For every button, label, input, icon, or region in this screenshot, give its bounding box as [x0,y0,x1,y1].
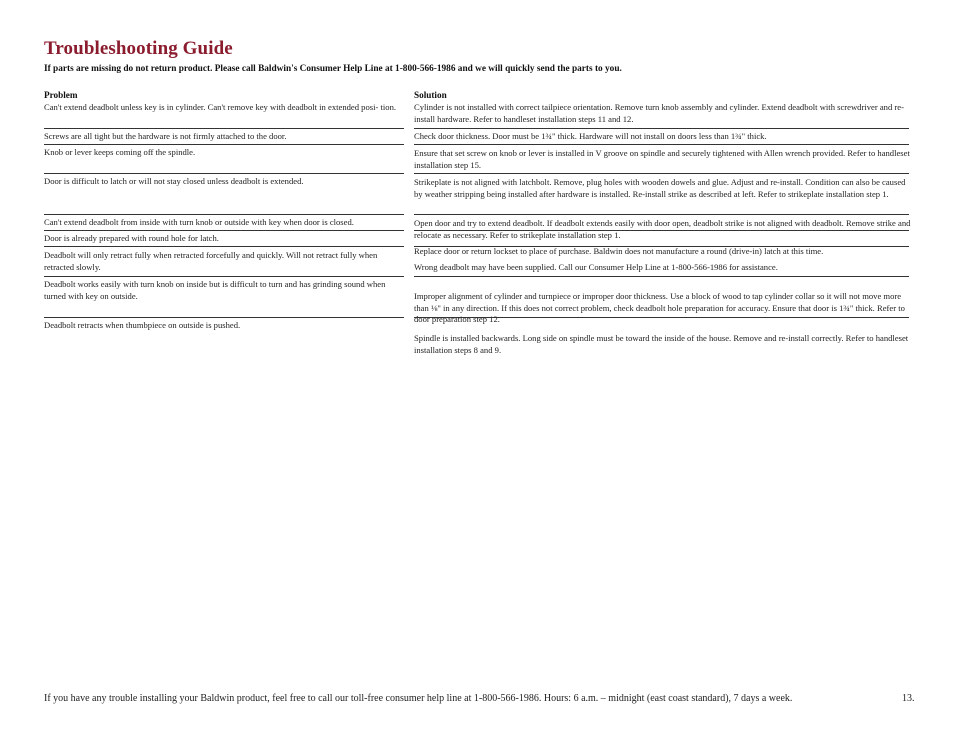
solution-cell: Replace door or return lockset to place of purchase. Baldwin does not manufacture a round (drive-in) latch at this time. [414,246,824,256]
solution-cell: Improper alignment of cylinder and turnpiece or improper door thickness. Use a block of wood to tap cylinder collar so it will not move more than ⅛" in any direction. If this does not correct problem, check deadbolt hole preparation for accuracy. Ensure that door is 1¾" thick. Refer to door preparation step 12. [414,291,905,324]
row-divider [44,128,404,129]
row-divider [44,276,404,277]
row-divider [414,276,909,277]
row-divider [44,144,404,145]
problem-cell: Screws are all tight but the hardware is not firmly attached to the door. [44,131,287,141]
page-title: Troubleshooting Guide [44,38,233,59]
page-number: 13. [902,693,915,704]
solution-cell: Open door and try to extend deadbolt. If deadbolt extends easily with door open, deadbolt strike is not aligned with deadbolt. Remove strike and relocate as necessary. Refer to strikeplate installation step 1. [414,218,911,240]
problem-cell: Can't extend deadbolt unless key is in cylinder. Can't remove key with deadbolt in extended posi- tion. [44,102,397,112]
row-divider [44,230,404,231]
problem-cell: Door is difficult to latch or will not stay closed unless deadbolt is extended. [44,176,304,186]
problem-cell: Can't extend deadbolt from inside with turn knob or outside with key when door is closed. [44,217,354,227]
page-subtitle: If parts are missing do not return product. Please call Baldwin's Consumer Help Line at 1-800-566-1986 and we will quickly send the parts to you. [44,64,622,74]
row-divider [414,230,909,231]
solution-cell: Ensure that set screw on knob or lever is installed in V groove on spindle and securely tightened with Allen wrench provided. Refer to handleset installation step 15. [414,148,910,170]
row-divider [414,128,909,129]
problem-cell: Knob or lever keeps coming off the spindle. [44,147,196,157]
row-divider [414,173,909,174]
row-divider [44,173,404,174]
solution-cell: Cylinder is not installed with correct tailpiece orientation. Remove turn knob assembly and cylinder. Extend deadbolt with screwdriver and re-install hardware. Refer to handleset installation steps 11 and 12. [414,102,904,124]
problem-cell: Deadbolt works easily with turn knob on inside but is difficult to turn and has grinding sound when turned with key on outside. [44,279,386,301]
row-divider [44,246,404,247]
problem-column-header: Problem [44,90,78,100]
row-divider [44,317,404,318]
solution-cell: Spindle is installed backwards. Long side on spindle must be toward the inside of the house. Remove and re-install correctly. Refer to handleset installation steps 8 and 9. [414,333,909,355]
footer-help-line: If you have any trouble installing your Baldwin product, feel free to call our toll-free consumer help line at 1-800-566-1986. Hours: 6 a.m. – midnight (east coast standard), 7 days a week. [44,693,793,704]
solution-cell: Strikeplate is not aligned with latchbolt. Remove, plug holes with wooden dowels and glue. Adjust and re-install. Condition can also be caused by weather stripping being installed after hardware is installed. Re-install strike as described at left. Refer to strikeplate installation step 1. [414,177,906,199]
solution-cell: Check door thickness. Door must be 1¾" thick. Hardware will not install on doors less than 1¾" thick. [414,131,767,141]
solution-column-header: Solution [414,90,447,100]
row-divider [414,214,909,215]
problem-cell: Door is already prepared with round hole for latch. [44,233,219,243]
solution-cell: Wrong deadbolt may have been supplied. Call our Consumer Help Line at 1-800-566-1986 for assistance. [414,262,778,272]
problem-cell: Deadbolt will only retract fully when retracted forcefully and quickly. Will not retract fully when retracted slowly. [44,250,378,272]
row-divider [44,214,404,215]
problem-cell: Deadbolt retracts when thumbpiece on outside is pushed. [44,320,241,330]
row-divider [414,317,909,318]
row-divider [414,144,909,145]
